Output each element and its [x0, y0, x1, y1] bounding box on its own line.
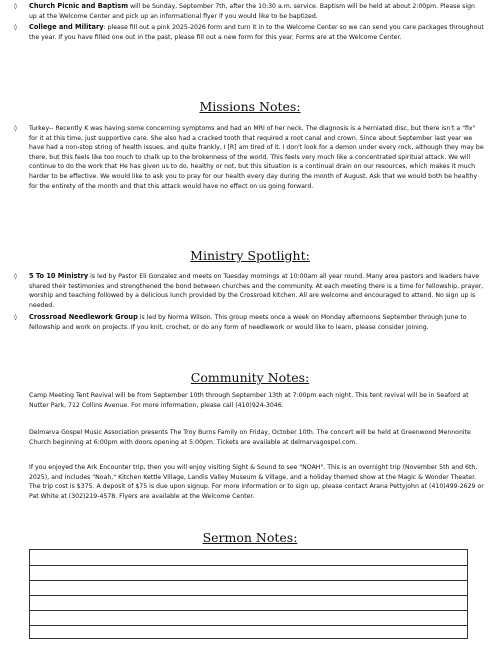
ministry-text: is led by Pastor Eli Gonzalez and meets on Tuesday mornings at 10:00am all year round. Many area pastors and leaders have shared their testimonies and strengthened the bond between churches and the community. At each meeting there is a time for fellowship, prayer, worship and teaching followed by a delicious lunch provided by the Crossroad kitchen. All are welcome and encouraged to attend. No sign up is needed.	[29, 273, 484, 309]
notes-line	[30, 610, 467, 611]
missions-heading: Missions Notes:	[199, 99, 301, 114]
notes-line	[30, 565, 467, 566]
announcement-title: College and Military	[29, 23, 104, 31]
announcement-title: Church Picnic and Baptism	[29, 2, 129, 10]
ministry-item-5-to-10	[14, 272, 484, 310]
announcement-picnic	[14, 2, 484, 21]
community-paragraph: Delmarva Gospel Music Association presents The Troy Burns Family on Friday, October 10th. The concert will be held at Greenwood Mennonite Church beginning at 6:00pm with doors opening at 5:00pm. Tickets are available at delmarvagospel.com.	[29, 429, 471, 446]
ministry-title: Crossroad Needlework Group	[29, 313, 138, 321]
ministry-text: is led by Norma Wilson. This group meets once a week on Monday afternoons September through June to fellowship and work on projects. If you knit, crochet, or do any form of needlework or would like to learn, please consider joining.	[29, 314, 467, 331]
ministry-title: 5 To 10 Ministry	[29, 272, 89, 280]
notes-line	[30, 625, 467, 626]
ministry-item-needlework	[14, 313, 484, 332]
sermon-notes-box[interactable]	[29, 549, 468, 639]
diamond-bullet-icon: ◊	[14, 314, 17, 321]
diamond-bullet-icon: ◊	[14, 125, 17, 132]
community-paragraph: If you enjoyed the Ark Encounter trip, then you will enjoy visiting Sight & Sound to see "NOAH". This is an overnight trip (November 5th and 6th, 2025), and includes "Noah," Kitchen Kettle Village, Landis Valley Museum & Village, and a holiday themed show at the Magic & Wonder Theater. The trip cost is $375. A deposit of $75 is due upon signup. For more information or to sign up, please contact Arana Pettyjohn at (410)499-2629 or Pat White at (302)219-4578. Flyers are available at the Welcome Center.	[29, 464, 484, 500]
announcement-text: will be Sunday, September 7th, after the 10:30 a.m. service. Baptism will be held at about 2:00pm. Please sign up at the Welcome Center and pick up an informational flyer if you would like to be baptized.	[29, 3, 475, 20]
community-paragraph: Camp Meeting Tent Revival will be from September 10th through September 13th at 7:00pm each night. This tent revival will be in Seaford at Nutter Park, 712 Collins Avenue. For more information, please call (410)924-3046.	[29, 392, 469, 409]
announcement-college	[14, 23, 484, 42]
missions-item	[14, 124, 484, 191]
missions-text: Turkey-- Recently K was having some concerning symptoms and had an MRI of her neck. The diagnosis is a herniated disc, but there isn't a "fix" for it at this time, just supportive care. She also had a cracked tooth that required a root canal and crown. Since about September last year we have had a non-stop string of health issues, and quite frankly, I [R] am tired of it. I don't look for a demon under every rock, although they may be there, but this feels like too much to chalk up to the brokenness of the world. This feels very much like a concentrated spiritual attack. We will continue to do the work that He has given us to do, healthy or not, but this situation is a continual drain on our resources, which makes it much harder to be effective. We would like to ask you to pray for our health every day during the month of August. Ask that we would both be healthy for the entirety of the month and that this attack would have no effect on us going forward.	[29, 125, 484, 190]
notes-line	[30, 595, 467, 596]
diamond-bullet-icon: ◊	[14, 273, 17, 280]
diamond-bullet-icon: ◊	[14, 24, 17, 31]
notes-line	[30, 580, 467, 581]
announcement-text: : please fill out a pink 2025-2026 form and turn it in to the Welcome Center so we can send you care packages throughout the year. If you have filled one out in the past, please fill out a new form for this year. Forms are at the Welcome Center.	[29, 24, 484, 41]
ministry-heading: Ministry Spotlight:	[190, 248, 310, 263]
diamond-bullet-icon: ◊	[14, 3, 17, 10]
community-heading: Community Notes:	[190, 370, 310, 385]
sermon-heading: Sermon Notes:	[202, 530, 298, 545]
